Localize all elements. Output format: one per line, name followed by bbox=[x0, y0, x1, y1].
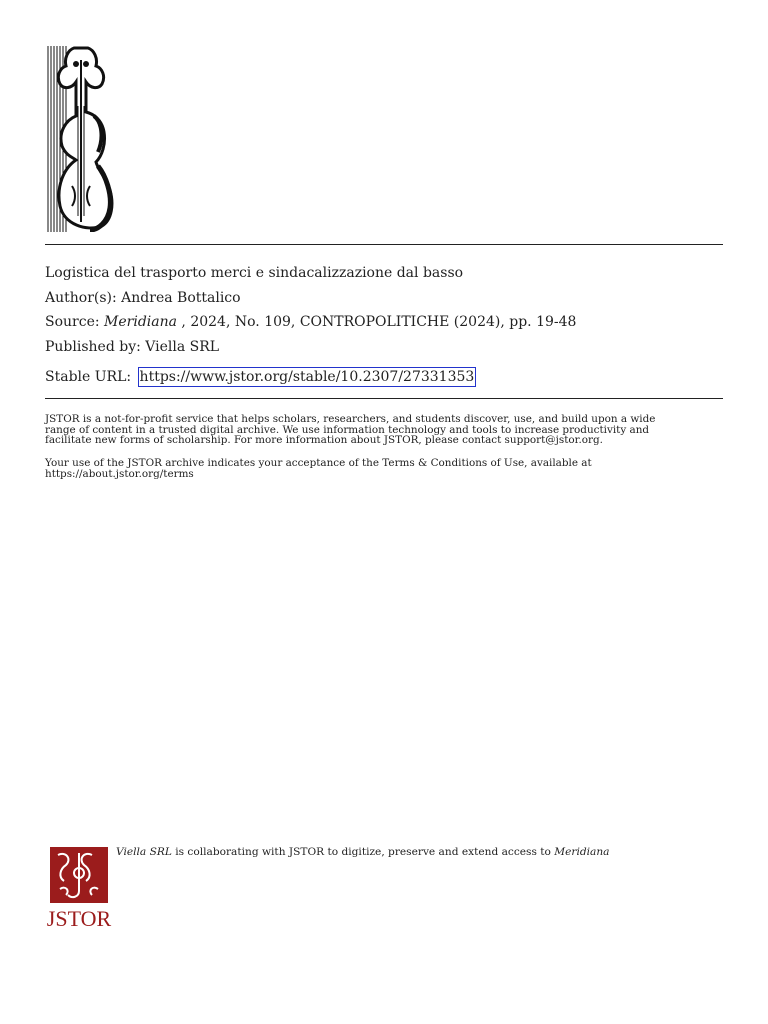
stable-url-link[interactable]: https://www.jstor.org/stable/10.2307/27331353 bbox=[139, 369, 475, 385]
jstor-wordmark: JSTOR bbox=[46, 906, 112, 931]
publisher-label: Published by: bbox=[45, 339, 146, 355]
source-details: , 2024, No. 109, CONTROPOLITICHE (2024), pp. 19-48 bbox=[176, 314, 577, 330]
notice-line-2: range of content in a trusted digital archive. We use information technology and tools to increase productivity and bbox=[45, 423, 650, 436]
notice-line-1: JSTOR is a not-for-profit service that helps scholars, researchers, and students discover, use, and build upon a wide bbox=[45, 413, 656, 425]
stable-url-label: Stable URL: bbox=[45, 369, 136, 385]
footer-journal: Meridiana bbox=[554, 846, 610, 858]
jstor-notice bbox=[45, 414, 725, 446]
publisher-line bbox=[45, 338, 219, 356]
collaboration-statement bbox=[116, 846, 610, 859]
author-line bbox=[45, 289, 241, 307]
footer-publisher: Viella SRL bbox=[116, 846, 172, 858]
bottom-divider bbox=[45, 398, 723, 399]
stable-url-line bbox=[45, 367, 476, 387]
source-line bbox=[45, 313, 576, 331]
article-title bbox=[45, 264, 463, 282]
terms-line-1: Your use of the JSTOR archive indicates your acceptance of the Terms & Conditions of Use, available at bbox=[45, 457, 592, 469]
author-value: Andrea Bottalico bbox=[121, 290, 241, 306]
violin-logo-icon bbox=[46, 46, 116, 232]
publisher-value: Viella SRL bbox=[145, 339, 220, 355]
top-divider bbox=[45, 244, 723, 245]
terms-link[interactable]: https://about.jstor.org/terms bbox=[45, 467, 194, 480]
source-journal: Meridiana bbox=[104, 314, 177, 330]
terms-notice bbox=[45, 458, 725, 479]
article-title-text: Logistica del trasporto merci e sindacalizzazione dal basso bbox=[45, 265, 464, 281]
notice-line-3: facilitate new forms of scholarship. For more information about JSTOR, please contact support@jstor.org. bbox=[45, 434, 603, 447]
source-label: Source: bbox=[45, 314, 105, 330]
author-label: Author(s): bbox=[45, 290, 122, 306]
footer-collab-text: is collaborating with JSTOR to digitize, preserve and extend access to bbox=[171, 846, 555, 858]
